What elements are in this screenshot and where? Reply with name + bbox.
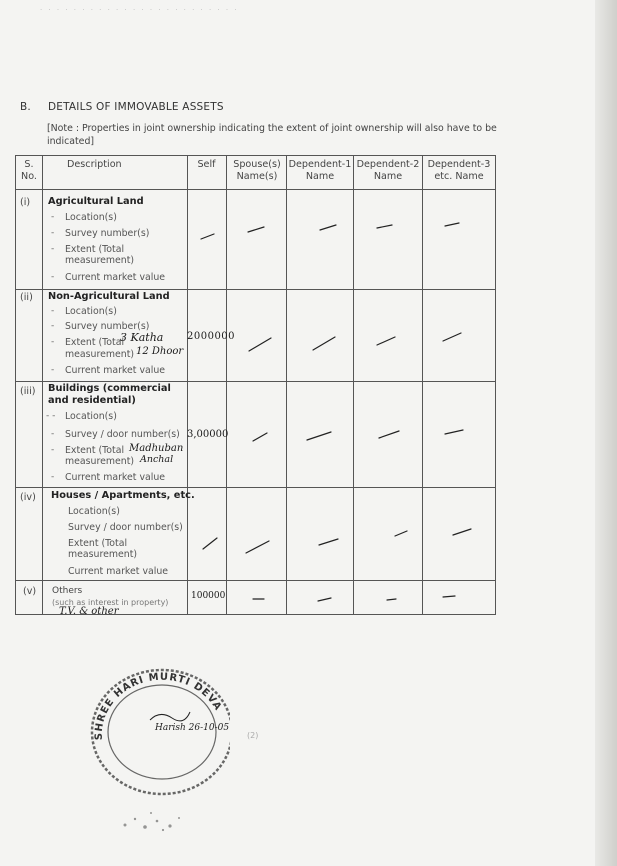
row-item: Extent (Total [68, 538, 128, 549]
self-value: 3,00000 [187, 429, 229, 440]
row-item: measurement) [65, 255, 135, 266]
stamp-text: SHREE HARI MURTI DEVA [93, 671, 224, 741]
handwritten-nil-strokes [15, 155, 496, 615]
header-dependent-1: Dependent-1 Name [288, 159, 352, 182]
row-category: Houses / Apartments, etc. [51, 490, 195, 501]
row-item: Location(s) [65, 212, 117, 223]
page-number: (2) [247, 731, 259, 740]
row-number: (iv) [20, 492, 36, 503]
row-category: Agricultural Land [48, 196, 144, 207]
handwritten-extent: 3 Katha [120, 331, 164, 344]
row-item: measurement) [65, 456, 135, 467]
handwritten-extent: Madhuban [129, 443, 184, 454]
row-item: Current market value [68, 566, 169, 577]
immovable-assets-table: S. No. Description Self Spouse(s) Name(s) Dependent-1 Name Dependent-2 Name Dependent-3 etc. Name (i) Agricultural Land - Location(s) - Survey number(s) - Extent (Total measurement) - Current market value (ii) Non-Agricultural Land - Location(s) - Survey number(s) - Extent (Total measurement) - Current market value 3 Katha 12 Dhoor 2000000 (iii) Buildings (commercial and residential) - - Location(s) - Survey / door number(s) - Extent (Total measurement) - Current market value Madhuban Anchal 3,00000 (iv) Houses / Apartments, etc. Location(s) Survey / door number(s) Extent (Total measurement) Current market value (v) Others (such as interest in property) T.V. & other 100000 [15, 155, 496, 615]
row-category: Others [52, 586, 83, 596]
row-category: and residential) [48, 395, 136, 406]
stamp-signature: Harish 26-10-05 [155, 723, 230, 733]
row-item: Extent (Total [65, 244, 125, 255]
row-number: (v) [23, 586, 37, 597]
header-sno: S. No. [21, 159, 37, 182]
scan-smudge [115, 805, 190, 835]
header-self: Self [197, 159, 216, 170]
row-item: Location(s) [65, 411, 117, 422]
row-item: Extent (Total [65, 337, 125, 348]
row-item: Survey / door number(s) [68, 522, 183, 533]
official-stamp [80, 660, 230, 800]
row-item: measurement) [68, 549, 138, 560]
row-item: Location(s) [68, 506, 120, 517]
row-item: measurement) [65, 349, 135, 360]
row-item: Current market value [65, 472, 166, 483]
row-number: (i) [20, 197, 31, 208]
row-item: Survey number(s) [65, 321, 150, 332]
row-number: (ii) [20, 292, 33, 303]
scan-noise: · · · · · · · · · · · · · · · · · · · · · · · · [40, 6, 239, 14]
header-spouse: Spouse(s) Name(s) [233, 159, 281, 182]
self-value: 2000000 [187, 331, 236, 342]
row-item: Current market value [65, 272, 166, 283]
section-letter: B. [20, 101, 31, 113]
row-item: Survey / door number(s) [65, 429, 180, 440]
row-item: Extent (Total [65, 445, 125, 456]
header-dependent-2: Dependent-2 Name [356, 159, 420, 182]
header-dependent-3: Dependent-3 etc. Name [427, 159, 491, 182]
self-value: 100000 [191, 591, 226, 601]
scan-page-edge [595, 0, 617, 866]
section-title: DETAILS OF IMMOVABLE ASSETS [48, 101, 224, 113]
row-category: Buildings (commercial [48, 383, 171, 394]
handwritten-extent: 12 Dhoor [136, 346, 184, 357]
row-number: (iii) [20, 386, 36, 397]
row-item: Survey number(s) [65, 228, 150, 239]
row-category: Non-Agricultural Land [48, 291, 170, 302]
row-item: Current market value [65, 365, 166, 376]
row-item: Location(s) [65, 306, 117, 317]
section-note: [Note : Properties in joint ownership indicating the extent of joint ownership will also have to be indicated] [47, 123, 497, 147]
handwritten-extent: Anchal [140, 454, 174, 465]
handwritten-description: T.V. & other [59, 606, 119, 617]
row-item: (such as interest in property) [52, 598, 169, 607]
header-description: Description [67, 159, 122, 170]
